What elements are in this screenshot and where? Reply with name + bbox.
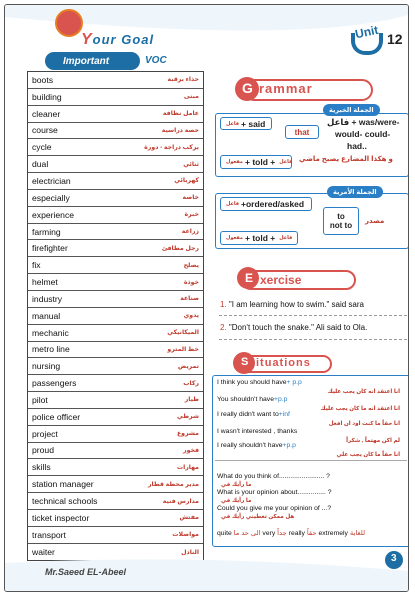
grammar-title-initial: G	[242, 80, 253, 96]
grammar-title: rammar	[259, 81, 313, 96]
vocab-english: dual	[32, 159, 49, 170]
vocab-arabic: زراعة	[181, 228, 199, 236]
vocab-arabic: عامل نظافة	[162, 110, 199, 118]
voc-label: VOC	[145, 55, 167, 66]
vocab-arabic: تمريض	[177, 362, 199, 370]
vocab-row	[28, 342, 203, 359]
vocab-english: cycle	[32, 142, 52, 153]
ordered-asked-box: فاعل +ordered/asked	[220, 197, 312, 211]
exercise-title-initial: E	[245, 271, 254, 285]
vocab-row	[28, 476, 203, 493]
situation-phrase	[217, 428, 297, 435]
vocab-arabic: ركاب	[183, 379, 199, 387]
past-note: و هكذا المضارع يصبح ماضي	[299, 156, 393, 163]
reported-caption: الجملة الخبرية	[323, 104, 380, 116]
situation-translation: هل ممكن تعطيني رأيك في	[221, 514, 295, 520]
vocab-row	[28, 459, 203, 476]
vocab-arabic: الميكانيكي	[167, 329, 199, 337]
vocab-english: boots	[32, 74, 54, 85]
vocab-english: especially	[32, 192, 70, 203]
unit-number: 12	[387, 31, 403, 47]
worksheet-page	[4, 4, 409, 592]
that-box: that	[285, 125, 319, 139]
situation-phrase-text: I really didn't want to	[217, 411, 279, 418]
vocab-english: station manager	[32, 479, 94, 490]
situations-title-initial: S	[241, 356, 249, 368]
vocab-english: helmet	[32, 277, 58, 288]
answer-line	[219, 339, 407, 340]
situation-phrase-text: You shouldn't have	[217, 396, 274, 403]
logo-ball-icon	[55, 9, 83, 37]
vocab-arabic: فخور	[183, 446, 199, 454]
vocab-english: course	[32, 125, 58, 136]
situation-translation: انا حقاً ما كان يجب علي	[336, 452, 400, 458]
masdar-label: مصدر	[365, 218, 385, 225]
had-text: had..	[347, 141, 367, 151]
told-box: مفعول + told + فاعل	[220, 155, 292, 169]
vocab-arabic: مشروع	[176, 430, 199, 438]
vocab-arabic: خط المترو	[167, 345, 199, 353]
vocab-english: manual	[32, 310, 61, 321]
vocab-row	[28, 274, 203, 291]
vocab-row	[28, 89, 203, 106]
situation-phrase-form: +inf	[278, 411, 290, 418]
situation-phrase-form: + p.p	[286, 379, 302, 386]
vocab-arabic: خبرة	[184, 211, 199, 219]
vocab-row	[28, 527, 203, 544]
vocab-row	[28, 139, 203, 156]
vocab-english: police officer	[32, 411, 81, 422]
exercise-item-1: 1. "I am learning how to swim." said sara	[220, 300, 364, 309]
vocab-row	[28, 123, 203, 140]
vocab-english: electrician	[32, 175, 71, 186]
told2-box: مفعول + told + فاعل	[220, 231, 298, 245]
vocab-english: nursing	[32, 361, 61, 372]
situation-phrase	[217, 442, 296, 449]
vocab-english: cleaner	[32, 108, 61, 119]
unit-label: Unit	[353, 22, 380, 42]
vocab-row	[28, 325, 203, 342]
imperative-caption: الجملة الأمرية	[327, 186, 383, 198]
exercise-title: xercise	[260, 273, 302, 287]
vocab-arabic: شرطي	[176, 413, 199, 421]
vocab-english: ticket inspector	[32, 512, 90, 523]
situation-translation: لم اكن مهتماً , شكراً	[346, 438, 400, 444]
situation-phrase-text: I really shouldn't have	[217, 442, 283, 449]
situation-phrase	[217, 411, 290, 418]
author-name: Mr.Saeed EL-Abeel	[45, 567, 127, 577]
intensifiers-line: quite الى حد ما very جداً really حقاً extremely للغاية	[217, 530, 366, 537]
vocab-arabic: مدارس فنية	[162, 497, 199, 505]
page-number: 3	[391, 553, 397, 564]
answer-line	[219, 315, 407, 316]
exercise-item-2: 2. "Don't touch the snake." Ali said to Ola.	[220, 323, 368, 332]
vocab-arabic: رجل مطافئ	[161, 244, 199, 252]
vocab-english: passengers	[32, 378, 77, 389]
vocab-arabic: خاصة	[182, 194, 199, 202]
vocab-arabic: مواصلات	[172, 531, 199, 539]
vocab-arabic: مفتش	[179, 514, 199, 522]
situation-phrase	[217, 396, 287, 403]
vocab-english: metro line	[32, 344, 70, 355]
vocab-arabic: مهارات	[176, 463, 199, 471]
situation-phrase	[217, 489, 331, 496]
would-could-text: would- could-	[335, 129, 391, 139]
vocab-row	[28, 207, 203, 224]
vocab-english: waiter	[32, 547, 55, 558]
situation-phrase-text: I think you should have	[217, 379, 287, 386]
vocab-english: technical schools	[32, 496, 98, 507]
vocab-row	[28, 257, 203, 274]
situation-phrase	[217, 379, 302, 386]
vocab-row	[28, 240, 203, 257]
vocab-arabic: ثنائي	[183, 160, 199, 168]
vocab-row	[28, 106, 203, 123]
vocab-row	[28, 308, 203, 325]
vocab-arabic: طيار	[184, 396, 199, 404]
vocab-arabic: مبنى	[183, 93, 199, 101]
vocab-english: project	[32, 428, 58, 439]
vocab-row	[28, 426, 203, 443]
situation-phrase-text: What is your opinion about............... ?	[217, 489, 332, 496]
vocab-arabic: صناعة	[180, 295, 199, 303]
vocab-row	[28, 443, 203, 460]
situation-translation: ما رأيك في	[221, 482, 252, 488]
vocab-row	[28, 493, 203, 510]
vocab-row	[28, 156, 203, 173]
situation-phrase-text: What do you think of........................ ?	[217, 473, 330, 480]
situation-phrase-form: +p.p	[282, 442, 296, 449]
vocab-row	[28, 72, 203, 89]
was-were-text: فاعل + was/were-	[327, 117, 400, 127]
situation-phrase-form: +p.p	[273, 396, 288, 403]
vocab-english: farming	[32, 226, 61, 237]
situation-phrase-text: I wasn't interested , thanks	[217, 428, 298, 435]
situation-translation: انا حقاً ما كنت اود ان افعل	[328, 421, 400, 427]
situations-title: ituations	[256, 357, 311, 369]
vocab-english: fix	[32, 260, 41, 271]
said-box: فاعل + said	[220, 117, 272, 130]
vocab-arabic: كهربائي	[174, 177, 199, 185]
vocab-row	[28, 358, 203, 375]
vocab-english: transport	[32, 529, 66, 540]
vocab-arabic: مدير محطة قطار	[147, 480, 199, 488]
vocab-row	[28, 392, 203, 409]
logo-title: Your Goal	[81, 31, 155, 48]
situation-translation: ما رأيك في	[221, 498, 252, 504]
vocab-english: firefighter	[32, 243, 68, 254]
vocab-english: industry	[32, 293, 63, 304]
vocab-arabic: حذاء برقبة	[167, 76, 199, 84]
vocab-arabic: يصلح	[183, 261, 199, 269]
vocab-arabic: يركب دراجة - دورة	[144, 143, 199, 151]
vocab-english: building	[32, 91, 62, 102]
vocab-arabic: النادل	[181, 548, 199, 556]
vocab-arabic: خوذة	[183, 278, 199, 286]
vocab-row	[28, 375, 203, 392]
vocab-english: pilot	[32, 394, 48, 405]
vocabulary-table	[27, 71, 204, 561]
to-not-to-box: to not to	[323, 207, 359, 235]
situation-translation: انا اعتقد انه ما كان يجب عليك	[320, 406, 400, 412]
situations-divider	[215, 460, 407, 461]
situation-phrase	[217, 473, 330, 480]
situation-phrase-text: Could you give me your opinion of ...?	[217, 505, 332, 512]
vocab-row	[28, 291, 203, 308]
vocab-english: experience	[32, 209, 75, 220]
vocab-english: mechanic	[32, 327, 69, 338]
vocab-row	[28, 510, 203, 527]
vocab-row	[28, 409, 203, 426]
vocab-row	[28, 190, 203, 207]
situation-phrase	[217, 505, 331, 512]
vocab-row	[28, 224, 203, 241]
vocab-arabic: حصة دراسية	[161, 126, 199, 134]
vocab-arabic: يدوي	[183, 312, 199, 320]
situation-translation: انا اعتقد انه كان يجب عليك	[327, 389, 400, 395]
vocab-row	[28, 173, 203, 190]
vocab-english: skills	[32, 462, 51, 473]
vocab-english: proud	[32, 445, 54, 456]
important-label: Important	[45, 52, 140, 70]
